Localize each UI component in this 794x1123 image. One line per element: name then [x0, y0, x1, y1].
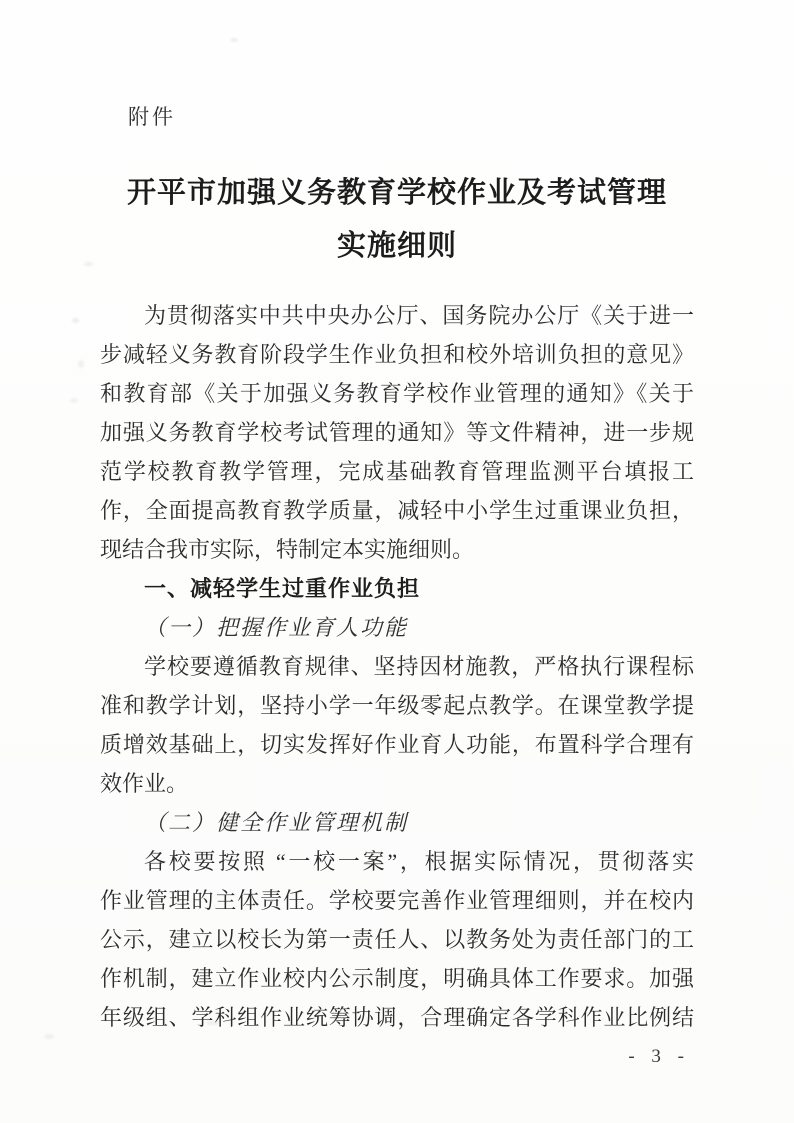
- text-line: 范学校教育教学管理，完成基础教育管理监测平台填报工: [100, 459, 694, 484]
- text-line: 作，全面提高教育教学质量，减轻中小学生过重课业负担，: [100, 498, 694, 523]
- scan-artifact: [70, 398, 78, 403]
- scan-artifact: [44, 1034, 54, 1039]
- scan-artifact: [78, 360, 84, 368]
- text-line: 质增效基础上，切实发挥好作业育人功能，布置科学合理有: [100, 732, 694, 757]
- scan-artifact: [230, 38, 238, 42]
- document-title: [0, 167, 794, 273]
- page-number: - 3 -: [628, 1046, 690, 1067]
- text-line: 作机制，建立作业校内公示制度，明确具体工作要求。加强: [100, 966, 694, 991]
- text-line: 公示，建立以校长为第一责任人、以教务处为责任部门的工: [100, 927, 694, 952]
- document-title-line2: 实施细则: [336, 230, 457, 262]
- text-line: 现结合我市实际，特制定本实施细则。: [100, 537, 475, 562]
- text-line: 为贯彻落实中共中央办公厅、国务院办公厅《关于进一: [144, 303, 694, 328]
- text-line: 加强义务教育学校考试管理的通知》等文件精神，进一步规: [100, 420, 694, 445]
- text-line: 作业管理的主体责任。学校要完善作业管理细则，并在校内: [100, 888, 694, 913]
- text-line: 学校要遵循教育规律、坚持因材施教，严格执行课程标: [144, 654, 694, 679]
- scan-artifact: [72, 318, 79, 323]
- section-heading: 一、减轻学生过重作业负担: [144, 576, 421, 601]
- scan-artifact: [206, 1021, 220, 1025]
- document-body: [100, 296, 694, 1037]
- text-line: 和教育部《关于加强义务教育学校作业管理的通知》《关于: [100, 381, 694, 406]
- text-line: 各校要按照 “一校一案”，根据实际情况，贯彻落实: [144, 849, 694, 874]
- sub-heading: （二）健全作业管理机制: [144, 810, 409, 835]
- text-line: 准和教学计划，坚持小学一年级零起点教学。在课堂教学提: [100, 693, 694, 718]
- text-line: 年级组、学科组作业统筹协调，合理确定各学科作业比例结: [100, 1005, 694, 1030]
- text-line: 效作业。: [100, 771, 189, 796]
- attachment-label: 附件: [128, 105, 176, 129]
- document-title-line1: 开平市加强义务教育学校作业及考试管理: [126, 177, 667, 209]
- scan-artifact: [84, 262, 93, 266]
- text-line: 步减轻义务教育阶段学生作业负担和校外培训负担的意见》: [100, 342, 694, 367]
- sub-heading: （一）把握作业育人功能: [144, 615, 409, 640]
